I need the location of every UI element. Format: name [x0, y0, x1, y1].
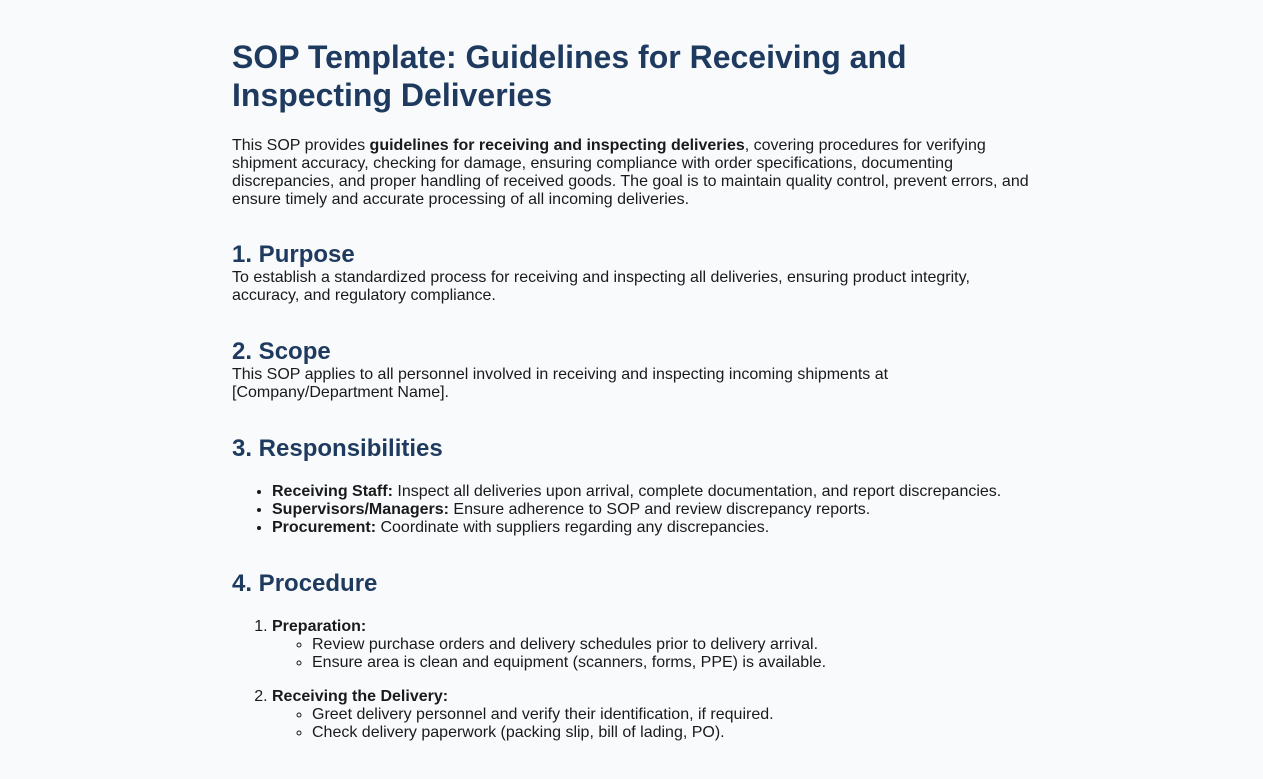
- role-label: Procurement:: [272, 519, 377, 536]
- procedure-step: [272, 618, 1032, 672]
- role-text: Coordinate with suppliers regarding any discrepancies.: [376, 519, 770, 536]
- page-title: SOP Template: Guidelines for Receiving and Inspecting Deliveries: [232, 39, 907, 113]
- intro-paragraph: [232, 137, 1032, 209]
- role-label: Supervisors/Managers:: [272, 501, 449, 518]
- role-text: Inspect all deliveries upon arrival, complete documentation, and report discrepancies.: [392, 483, 1002, 500]
- section-scope: [232, 338, 1032, 402]
- step-title: Receiving the Delivery:: [272, 688, 449, 705]
- scope-text: This SOP applies to all personnel involved in receiving and inspecting incoming shipments at [Company/Department Name].: [232, 366, 889, 401]
- responsibilities-list: [232, 483, 1032, 537]
- section-procedure: [232, 570, 1032, 742]
- document: [232, 38, 1032, 758]
- list-item: [272, 501, 1032, 519]
- section-purpose: [232, 241, 1032, 305]
- responsibilities-heading: 3. Responsibilities: [232, 435, 443, 462]
- list-item: ◦ Ensure area is clean and equipment (scanners, forms, PPE) is available.: [312, 654, 1032, 672]
- procedure-heading: 4. Procedure: [232, 570, 378, 597]
- procedure-steps: [232, 618, 1032, 742]
- purpose-heading: 1. Purpose: [232, 241, 355, 268]
- list-item: [272, 483, 1032, 501]
- step-items: [272, 706, 1032, 742]
- step-title: Preparation:: [272, 618, 367, 635]
- purpose-text: To establish a standardized process for receiving and inspecting all deliveries, ensuring product integrity, accuracy, and regulatory compliance.: [232, 269, 970, 304]
- intro-bold: guidelines for receiving and inspecting deliveries: [369, 137, 745, 154]
- intro-pre: This SOP provides: [232, 137, 370, 154]
- procedure-step: [272, 688, 1032, 742]
- list-item: [272, 519, 1032, 537]
- step-items: [272, 636, 1032, 672]
- intro-post: , covering procedures for verifying shipment accuracy, checking for damage, ensuring compliance with order specifications, documenting discrepancies, and proper handling of received goods. The goal is to maintain quality control, prevent errors, and ensure timely and accurate processing of all incoming deliveries.: [232, 137, 1029, 208]
- role-label: Receiving Staff:: [272, 483, 393, 500]
- list-item: ◦ Check delivery paperwork (packing slip, bill of lading, PO).: [312, 724, 1032, 742]
- list-item: ◦ Review purchase orders and delivery schedules prior to delivery arrival.: [312, 636, 1032, 654]
- list-item: ◦ Greet delivery personnel and verify their identification, if required.: [312, 706, 1032, 724]
- section-responsibilities: [232, 435, 1032, 537]
- role-text: Ensure adherence to SOP and review discrepancy reports.: [448, 501, 871, 518]
- scope-heading: 2. Scope: [232, 338, 331, 365]
